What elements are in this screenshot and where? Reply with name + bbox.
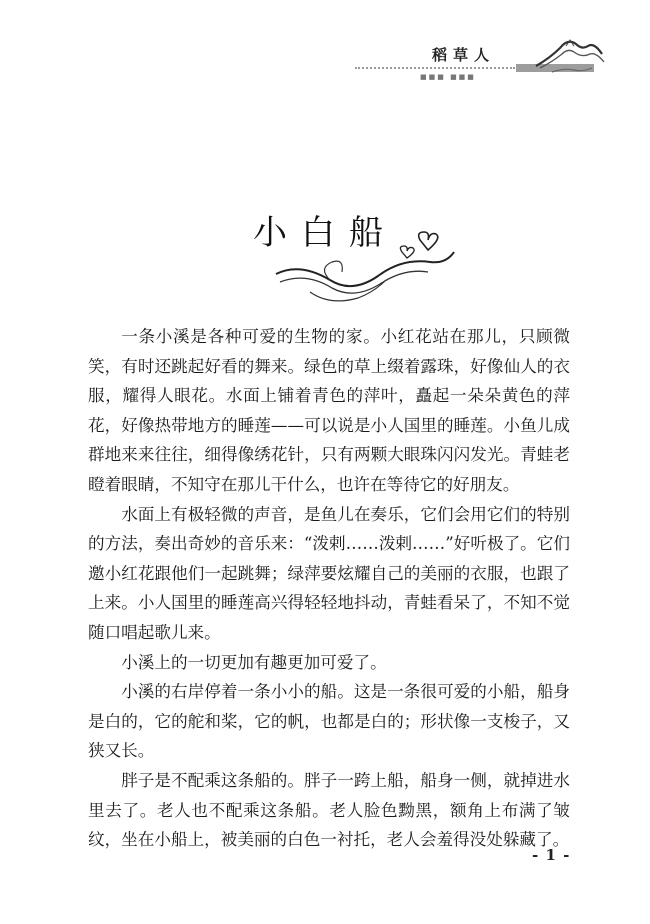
- swirl-heart-flourish-icon: [270, 222, 470, 312]
- page-number: - 1 -: [532, 846, 571, 864]
- paragraph-4: 小溪的右岸停着一条小小的船。这是一条很可爱的小船，船身是白的，它的舵和桨，它的帆，也都是白的；形状像一支梭子，又狭又长。: [88, 682, 570, 761]
- paragraph-5: 胖子是不配乘这条船的。胖子一跨上船，船身一侧，就掉进水里去了。老人也不配乘这条船。老人脸色黝黑，额角上布满了皱纹，坐在小船上，被美丽的白色一衬托，老人会羞得没处躲藏了。: [88, 770, 570, 850]
- story-body: [88, 322, 570, 855]
- mountain-landscape-icon: [530, 32, 610, 82]
- header-decorative-marks: ■■■ ■■■: [420, 73, 476, 81]
- paragraph-1: 一条小溪是各种可爱的生物的家。小红花站在那儿，只顾微笑，有时还跳起好看的舞来。绿色的草上缀着露珠，好像仙人的衣服，耀得人眼花。水面上铺着青色的萍叶，矗起一朵朵黄色的萍花，好像热带地方的睡莲——可以说是小人国里的睡莲。小鱼儿成群地来来往往，细得像绣花针，只有两颗大眼珠闪闪发光。青蛙老瞪着眼睛，不知守在那儿干什么，也许在等待它的好朋友。: [88, 327, 570, 494]
- paragraph-2: 水面上有极轻微的声音，是鱼儿在奏乐，它们会用它们的特别的方法，奏出奇妙的音乐来：“泼剌……泼剌……”好听极了。它们邀小红花跟他们一起跳舞；绿萍要炫耀自己的美丽的衣服，也跟了上来。小人国里的睡莲高兴得轻轻地抖动，青蛙看呆了，不知不觉随口唱起歌儿来。: [88, 504, 570, 642]
- paragraph-3: 小溪上的一切更加有趣更加可爱了。: [121, 652, 387, 672]
- header-dotted-rule: [355, 67, 515, 69]
- chapter-title: 小白船: [253, 213, 397, 253]
- running-header-title: 稻草人: [432, 46, 496, 64]
